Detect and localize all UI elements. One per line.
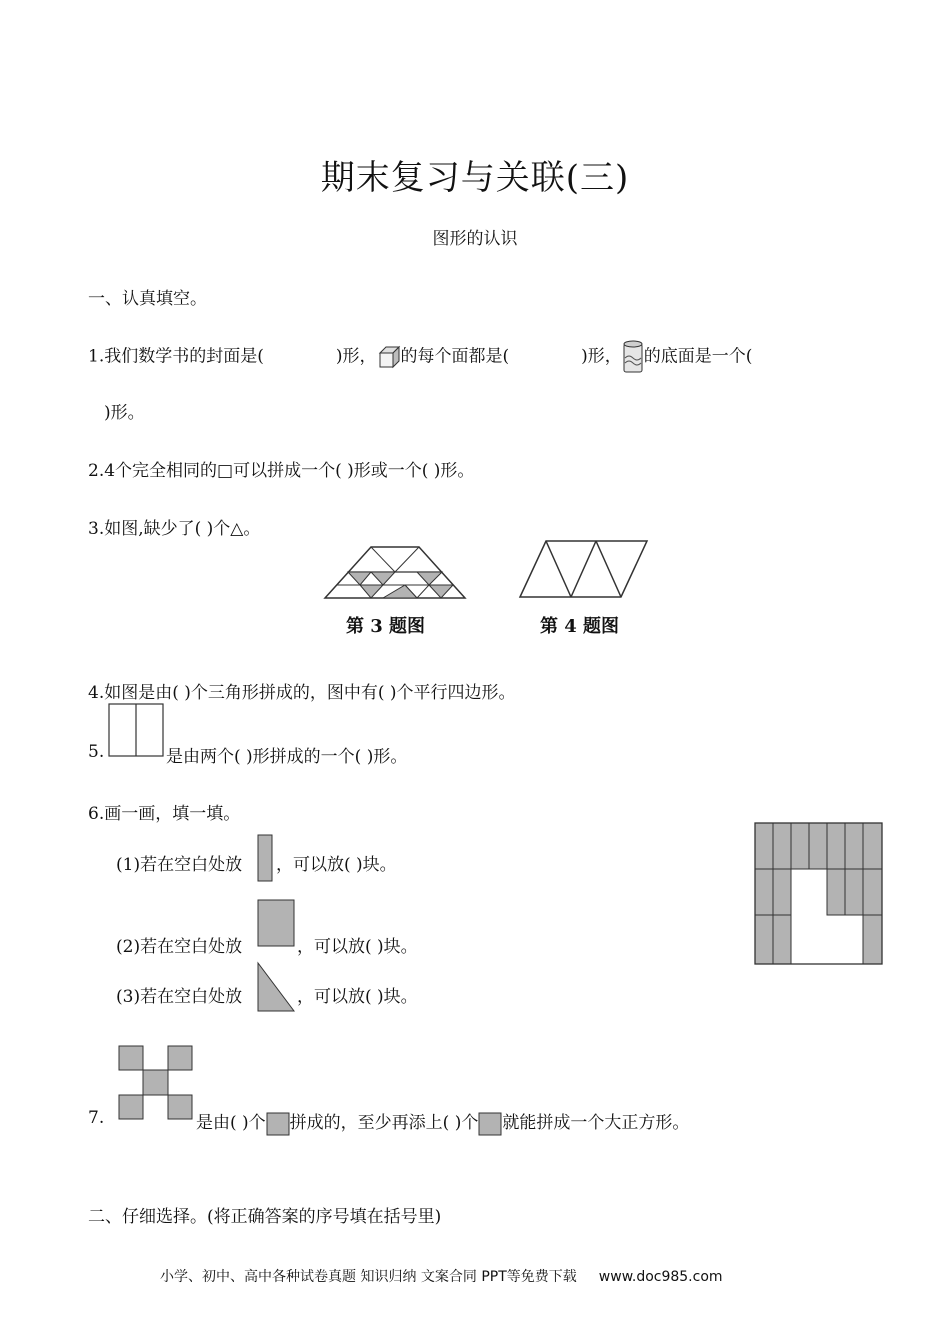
figure-4-caption: 第 4 题图 xyxy=(540,616,620,637)
figure-4-parallelogram xyxy=(520,540,648,598)
q6-part-3a: (3)若在空白处放 xyxy=(116,987,243,1007)
question-5-text: 是由两个( )形拼成的一个( )形。 xyxy=(166,747,408,767)
q6-part-3b: ，可以放( )块。 xyxy=(297,987,418,1007)
footer xyxy=(160,1266,723,1286)
two-rectangles-figure xyxy=(108,703,164,757)
q1-part-b: )形， xyxy=(335,346,377,367)
right-triangle-icon xyxy=(257,962,295,1012)
thin-rectangle-icon xyxy=(257,834,273,882)
q1-part-e: 的底面是一个( xyxy=(643,346,753,367)
figure-3-trapezoid xyxy=(325,543,465,599)
question-7 xyxy=(196,1108,689,1136)
q6-part-1a: (1)若在空白处放 xyxy=(116,855,243,875)
q7-number: 7. xyxy=(88,1108,105,1128)
q7-part-c: 就能拼成一个大正方形。 xyxy=(502,1113,690,1133)
section1-heading: 一、认真填空。 xyxy=(88,289,207,309)
can-icon xyxy=(622,340,644,374)
section2-heading: 二、仔细选择。(将正确答案的序号填在括号里) xyxy=(88,1207,442,1227)
footer-site-link[interactable]: www.doc985.com xyxy=(598,1269,723,1285)
q1-part-d: )形， xyxy=(581,346,622,367)
question-3: 3.如图,缺少了( )个△。 xyxy=(88,519,261,539)
q6-part-1b: ，可以放( )块。 xyxy=(276,855,397,875)
small-square-icon-2 xyxy=(478,1112,502,1136)
cube-icon xyxy=(377,345,401,369)
q7-part-b: 拼成的，至少再添上( )个 xyxy=(289,1113,479,1133)
q6-grid-figure xyxy=(754,822,884,966)
page-title: 期末复习与关联(三) xyxy=(320,158,630,198)
q6-part-2a: (2)若在空白处放 xyxy=(116,937,243,957)
footer-text: 小学、初中、高中各种试卷真题 知识归纳 文案合同 PPT等免费下载 xyxy=(160,1269,577,1285)
page-subtitle: 图形的认识 xyxy=(432,229,518,249)
figure-3-caption: 第 3 题图 xyxy=(346,616,426,637)
q5-number: 5. xyxy=(88,742,105,762)
question-6-heading: 6.画一画，填一填。 xyxy=(88,804,241,824)
q7-cross-figure xyxy=(118,1045,194,1121)
q1-part-c: 的每个面都是( xyxy=(400,346,510,367)
q1-continuation: )形。 xyxy=(104,403,145,423)
q1-part-a: 1.我们数学书的封面是( xyxy=(88,346,264,367)
question-1 xyxy=(88,340,752,374)
q7-part-a: 是由( )个 xyxy=(196,1113,266,1133)
square-block-icon xyxy=(257,899,295,947)
small-square-icon xyxy=(266,1112,290,1136)
question-2: 2.4个完全相同的□可以拼成一个( )形或一个( )形。 xyxy=(88,461,475,481)
q6-part-2b: ，可以放( )块。 xyxy=(297,937,418,957)
question-4: 4.如图是由( )个三角形拼成的，图中有( )个平行四边形。 xyxy=(88,683,516,703)
